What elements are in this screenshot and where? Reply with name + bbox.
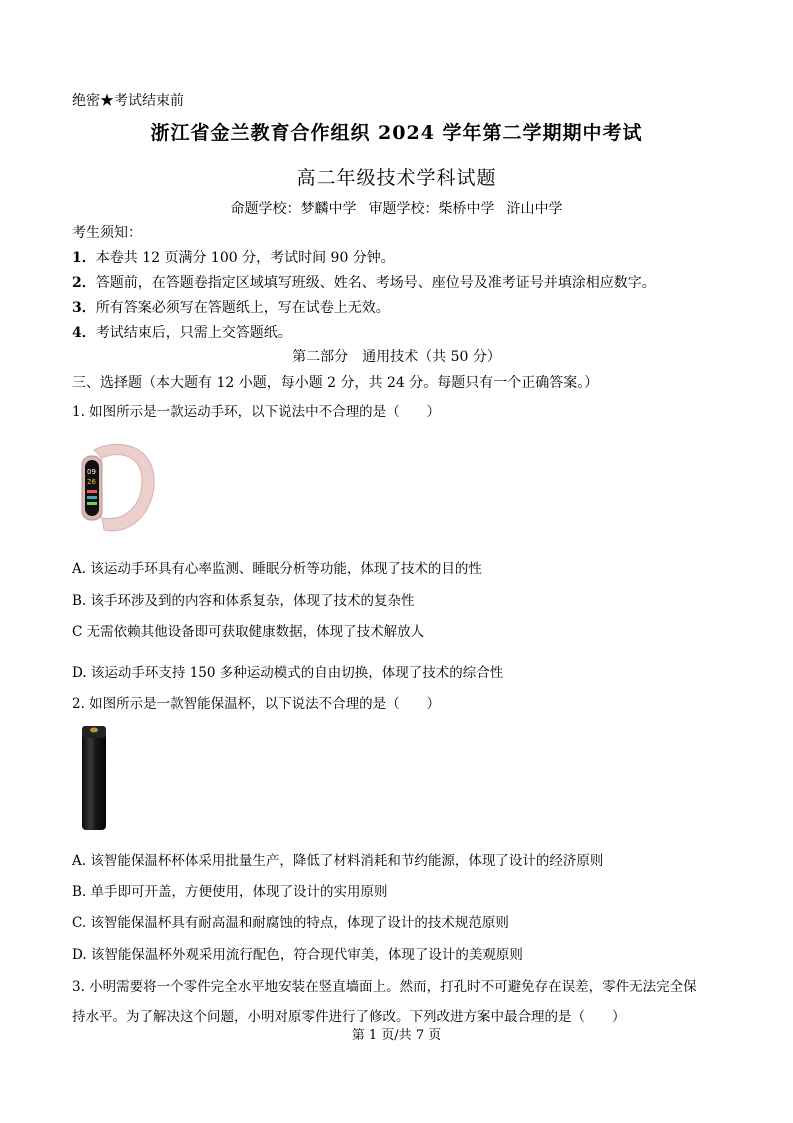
reviewer-school-2: 浒山中学	[506, 201, 563, 217]
notice-text: 所有答案必须写在答题纸上，写在试卷上无效。	[95, 300, 390, 316]
page-number: 第 1 页/共 7 页	[351, 1028, 442, 1043]
question-2-option-b: B. 单手即可开盖，方便使用，体现了设计的实用原则	[72, 884, 388, 900]
confidential-label: 绝密★考试结束前	[72, 93, 184, 109]
reviewer-school: 审题学校：柴桥中学	[368, 201, 495, 217]
band-time-2: 26	[87, 478, 96, 486]
part-title: 第二部分 通用技术（共 50 分）	[292, 349, 501, 365]
question-1-stem: 1. 如图所示是一款运动手环，以下说法中不合理的是（ ）	[72, 404, 441, 420]
notice-text: 考试结束后，只需上交答题纸。	[95, 325, 292, 341]
question-2-stem: 2. 如图所示是一款智能保温杯，以下说法不合理的是（ ）	[72, 696, 441, 712]
question-2-option-c: C. 该智能保温杯具有耐高温和耐腐蚀的特点，体现了设计的技术规范原则	[72, 915, 509, 931]
notice-number: 3．	[72, 300, 96, 316]
notice-item	[72, 247, 395, 267]
question-1-option-d: D. 该运动手环支持 150 多种运动模式的自由切换，体现了技术的综合性	[72, 665, 504, 681]
notice-text: 本卷共 12 页满分 100 分，考试时间 90 分钟。	[95, 250, 395, 266]
notice-title: 考生须知：	[72, 225, 142, 241]
question-1-option-c: C 无需依赖其他设备即可获取健康数据，体现了技术解放人	[72, 624, 425, 640]
notice-item	[72, 322, 292, 342]
notice-number: 1．	[72, 250, 96, 266]
notice-number: 4．	[72, 325, 96, 341]
proposer-school: 命题学校：梦麟中学	[230, 201, 357, 217]
question-3-stem-line-2: 持水平。为了解决这个问题，小明对原零件进行了修改。下列改进方案中最合理的是（ ）	[72, 1009, 626, 1025]
school-info	[0, 198, 793, 218]
exam-subtitle: 高二年级技术学科试题	[296, 167, 497, 189]
notice-item	[72, 297, 390, 317]
question-1-option-b: B. 该手环涉及到的内容和体系复杂，体现了技术的复杂性	[72, 593, 415, 609]
question-2-option-a: A. 该智能保温杯杯体采用批量生产，降低了材料消耗和节约能源，体现了设计的经济原则	[72, 853, 604, 869]
notice-number: 2．	[72, 275, 96, 291]
notice-text: 答题前，在答题卷指定区域填写班级、姓名、考场号、座位号及准考证号并填涂相应数字。	[95, 275, 656, 291]
section-title: 三、选择题（本大题有 12 小题，每小题 2 分，共 24 分。每题只有一个正确答案。）	[72, 375, 599, 391]
smart-cup-icon	[76, 722, 112, 834]
question-2-option-d: D. 该智能保温杯外观采用流行配色，符合现代审美，体现了设计的美观原则	[72, 947, 523, 963]
fitness-band-icon	[72, 438, 162, 538]
exam-title: 浙江省金兰教育合作组织 2024 学年第二学期期中考试	[150, 122, 643, 144]
question-1-option-a: A. 该运动手环具有心率监测、睡眠分析等功能，体现了技术的目的性	[72, 561, 482, 577]
question-3-stem-line-1: 3. 小明需要将一个零件完全水平地安装在竖直墙面上。然而，打孔时不可避免存在误差，零件无法完全保	[72, 979, 697, 995]
band-time: 09	[87, 468, 96, 476]
notice-item	[72, 272, 656, 292]
